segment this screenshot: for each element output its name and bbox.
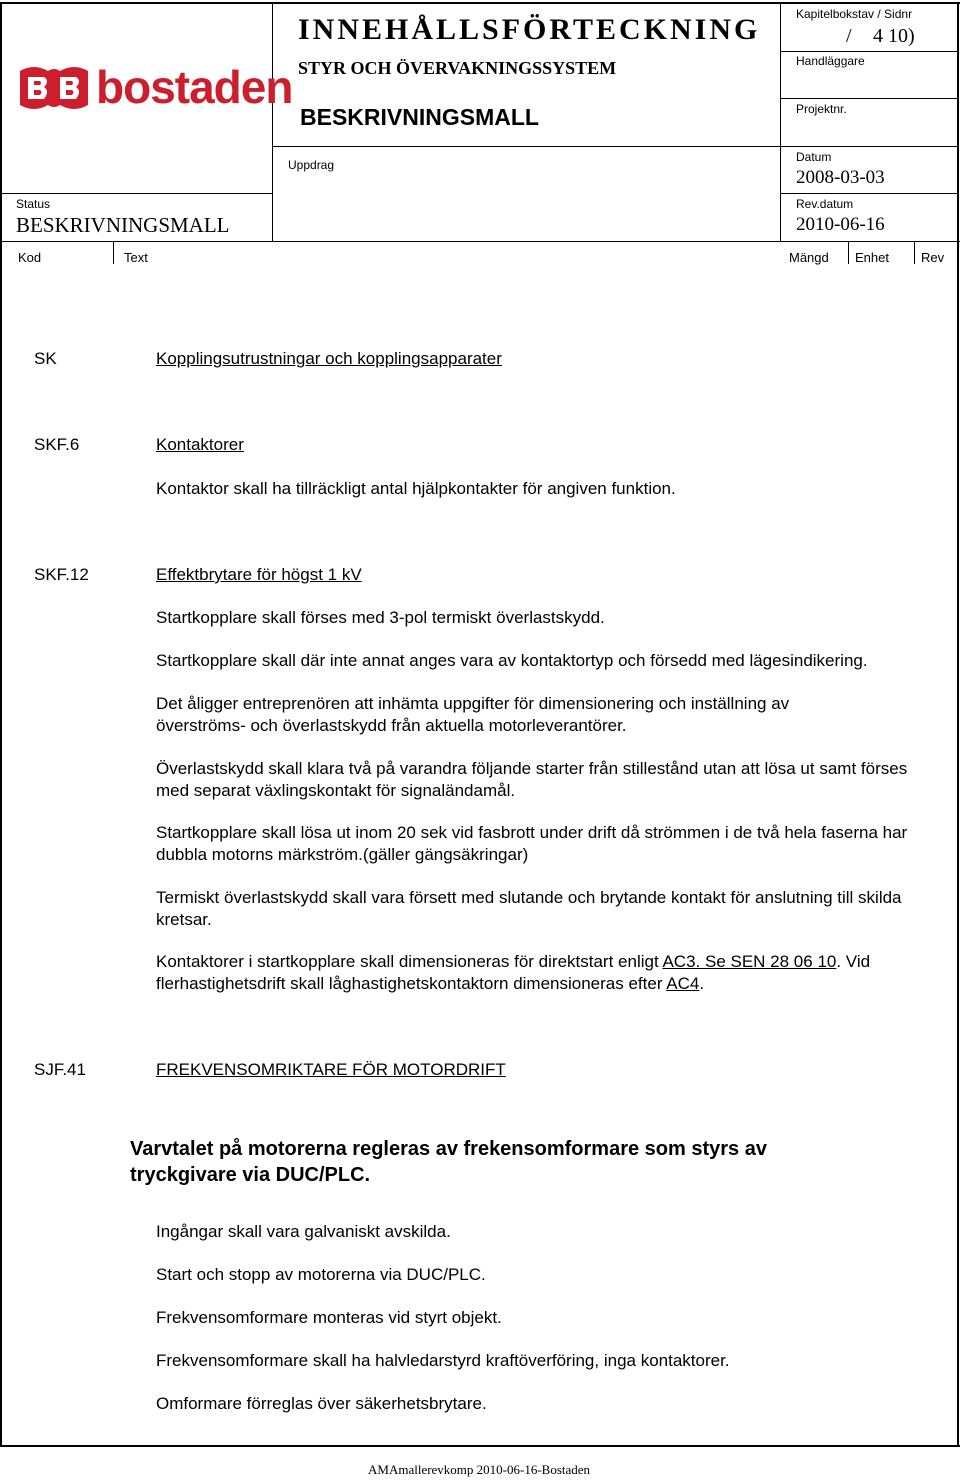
skf12-paragraph-3: Det åligger entreprenören att inhämta uppgifter för dimensionering och inställning av överströms- och överlastskydd från aktuella motorleverantörer. [156,694,790,735]
page-footer: AMAmallerevkomp 2010-06-16-Bostaden [368,1462,591,1477]
sjf41-item-3: Frekvensomformare monteras vid styrt objekt. [156,1308,502,1327]
page-number: 4 10) [873,25,915,47]
section-code-skf6: SKF.6 [34,435,80,454]
page-slash: / [846,25,852,47]
section-title-skf6[interactable]: Kontaktorer [156,435,244,454]
skf12-paragraph-2: Startkopplare skall där inte annat anges vara av kontaktortyp och försedd med lägesindikering. [156,651,868,670]
datum-value: 2008-03-03 [796,167,885,188]
bostaden-logo-icon [14,63,94,113]
page-label: Kapitelbokstav / Sidnr [796,7,913,21]
section-code-skf12: SKF.12 [34,565,89,584]
projektnr-label: Projektnr. [796,102,847,116]
skf12-paragraph-7-part-b: . Vid flerhastighetsdrift skall låghastighetskontaktorn dimensioneras efter [156,952,871,993]
skf12-paragraph-7-part-c: . [699,973,705,993]
skf12-paragraph-7 [156,951,956,994]
section-title-sk[interactable]: Kopplingsutrustningar och kopplingsapparater [156,349,502,368]
status-label: Status [16,197,51,211]
status-value: BESKRIVNINGSMALL [16,213,230,237]
skf12-paragraph-7-part-a: Kontaktorer i startkopplare skall dimensioneras för direktstart enligt [156,952,663,971]
company-logo [14,60,293,116]
section-code-sjf41: SJF.41 [34,1060,86,1079]
document-type: BESKRIVNINGSMALL [300,104,539,130]
skf12-paragraph-5: Startkopplare skall lösa ut inom 20 sek vid fasbrott under drift då strömmen i de två hela faserna har dubbla motorns märkström.(gäller gängsäkringar) [156,823,908,864]
skf12-paragraph-1: Startkopplare skall förses med 3-pol termiskt överlastskydd. [156,608,605,627]
section-code-sk: SK [34,349,57,368]
datum-label: Datum [796,150,832,164]
document-subtitle: STYR OCH ÖVERVAKNINGSSYSTEM [298,58,617,78]
skf6-paragraph-1: Kontaktor skall ha tillräckligt antal hjälpkontakter för angiven funktion. [156,479,676,498]
revdatum-label: Rev.datum [796,197,854,211]
sjf41-item-5: Omformare förreglas över säkerhetsbrytare. [156,1394,487,1413]
sjf41-heading: Varvtalet på motorerna regleras av frekensomformare som styrs av tryckgivare via DUC/PLC. [130,1138,767,1186]
column-header-text: Text [124,250,148,265]
column-header-mangd: Mängd [789,250,829,265]
skf12-paragraph-6: Termiskt överlastskydd skall vara försett med slutande och brytande kontakt för anslutning till skilda kretsar. [156,888,902,929]
ac4-link[interactable]: AC4 [666,973,700,993]
handlaggare-label: Handläggare [796,54,865,68]
column-header-enhet: Enhet [855,250,889,265]
sjf41-item-1: Ingångar skall vara galvaniskt avskilda. [156,1222,451,1241]
section-title-skf12[interactable]: Effektbrytare för högst 1 kV [156,565,362,584]
ac3-link[interactable]: AC3. Se SEN 28 06 10 [662,952,837,971]
uppdrag-label: Uppdrag [288,158,335,172]
revdatum-value: 2010-06-16 [796,214,885,235]
sjf41-item-2: Start och stopp av motorerna via DUC/PLC. [156,1265,486,1284]
column-header-kod: Kod [18,250,42,265]
document-title: INNEHÅLLSFÖRTECKNING [298,13,761,46]
column-header-rev: Rev [921,250,945,265]
logo-text: bostaden [96,61,293,113]
skf12-paragraph-4: Överlastskydd skall klara två på varandra följande starter från stillestånd utan att lösa ut samt förses med separat växlingskontakt för signaländamål. [156,759,908,800]
section-title-sjf41[interactable]: FREKVENSOMRIKTARE FÖR MOTORDRIFT [156,1060,506,1079]
sjf41-item-4: Frekvensomformare skall ha halvledarstyrd kraftöverföring, inga kontaktorer. [156,1351,730,1370]
